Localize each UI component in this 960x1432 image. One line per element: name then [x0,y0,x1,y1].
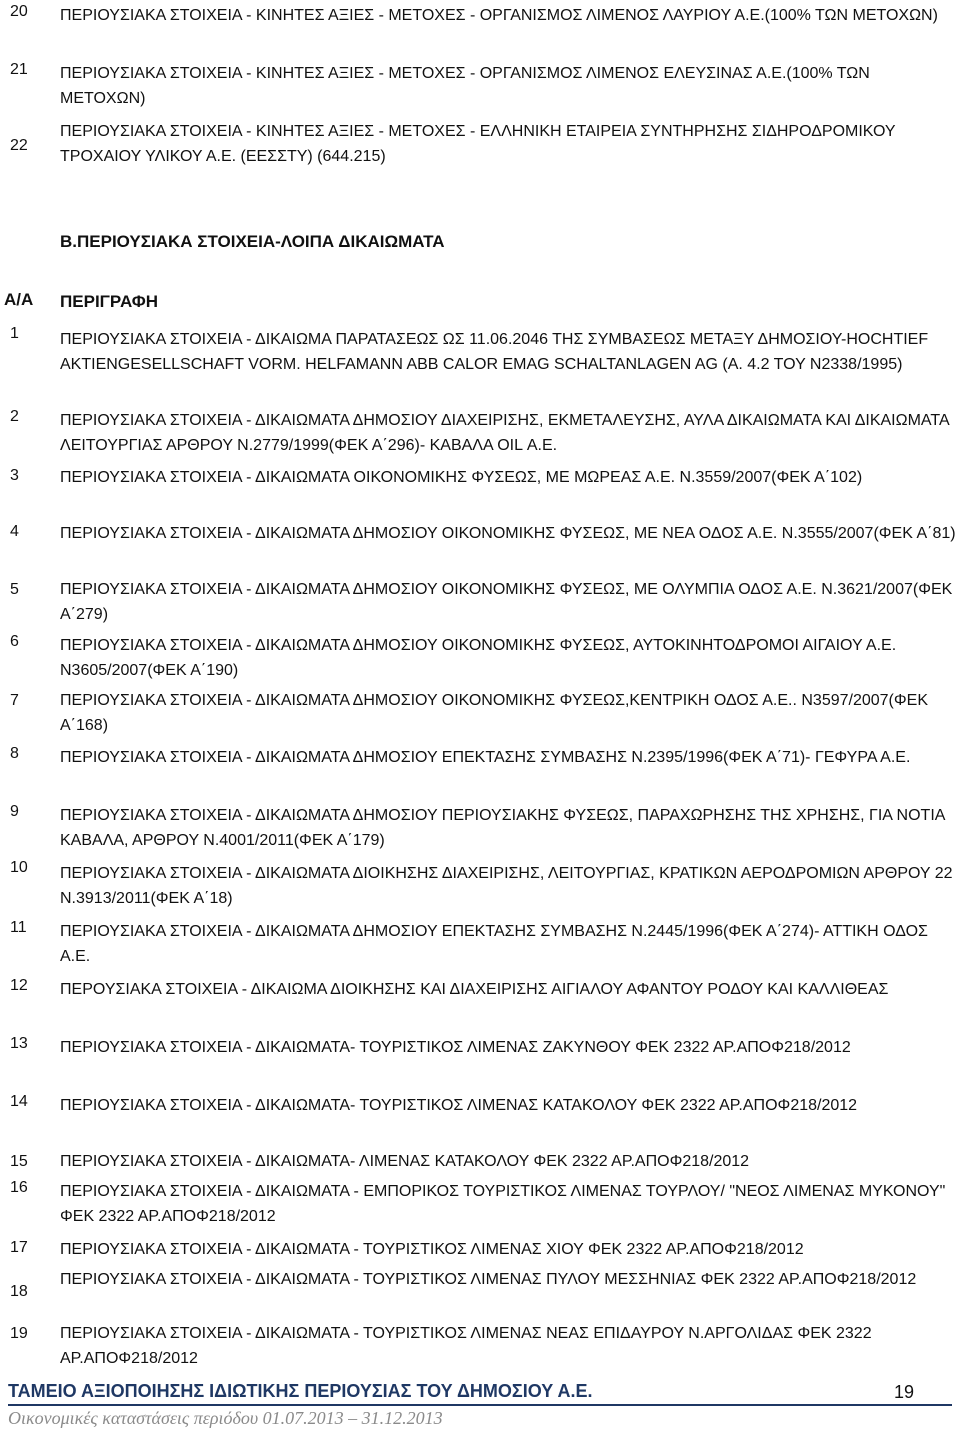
item-description: ΠΕΡΙΟΥΣΙΑΚΑ ΣΤΟΙΧΕΙΑ - ΚΙΝΗΤΕΣ ΑΞΙΕΣ - ΜΕΤΟΧΕΣ - ΟΡΓΑΝΙΣΜΟΣ ΛΙΜΕΝΟΣ ΛΑΥΡΙΟΥ Α.Ε.(100% ΤΩΝ ΜΕΤΟΧΩΝ) [60,7,938,24]
item-number: 10 [10,859,28,876]
column-header-description: ΠΕΡΙΓΡΑΦΗ [60,292,159,311]
item-number: 5 [10,581,19,598]
item-description: ΠΕΡΟΥΣΙΑΚΑ ΣΤΟΙΧΕΙΑ - ΔΙΚΑΙΩΜΑ ΔΙΟΙΚΗΣΗΣ ΚΑΙ ΔΙΑΧΕΙΡΙΣΗΣ ΑΙΓΙΑΛΟΥ ΑΦΑΝΤΟΥ ΡΟΔΟΥ ΚΑΙ ΚΑΛΛΙΘΕΑΣ [60,981,889,998]
footer-divider [8,1404,952,1406]
item-description: ΠΕΡΙΟΥΣΙΑΚΑ ΣΤΟΙΧΕΙΑ - ΔΙΚΑΙΩΜΑΤΑ ΔΗΜΟΣΙΟΥ ΟΙΚΟΝΟΜΙΚΗΣ ΦΥΣΕΩΣ, ΜΕ ΟΛΥΜΠΙΑ ΟΔΟΣ Α.Ε. Ν.3621/2007(ΦΕΚ Α΄279) [60,581,953,623]
item-number: 17 [10,1239,28,1256]
item-number: 6 [10,633,19,650]
item-number: 12 [10,977,28,994]
item-description: ΠΕΡΙΟΥΣΙΑΚΑ ΣΤΟΙΧΕΙΑ - ΔΙΚΑΙΩΜΑΤΑ ΔΗΜΟΣΙΟΥ ΔΙΑΧΕΙΡΙΣΗΣ, ΕΚΜΕΤΑΛΕΥΣΗΣ, ΑΥΛΑ ΔΙΚΑΙΩΜΑΤΑ ΚΑΙ ΔΙΚΑΙΩΜΑΤΑ ΛΕΙΤΟΥΡΓΙΑΣ ΑΡΘΡΟΥ Ν.2779/1999(ΦΕΚ Α΄296)- ΚΑΒΑΛΑ OIL Α.Ε. [60,412,949,454]
item-number: 7 [10,692,19,709]
footer-period: Οικονομικές καταστάσεις περιόδου 01.07.2013 – 31.12.2013 [8,1408,443,1428]
item-description: ΠΕΡΙΟΥΣΙΑΚΑ ΣΤΟΙΧΕΙΑ - ΔΙΚΑΙΩΜΑΤΑ- ΛΙΜΕΝΑΣ ΚΑΤΑΚΟΛΟΥ ΦΕΚ 2322 ΑΡ.ΑΠΟΦ218/2012 [60,1153,750,1170]
item-description: ΠΕΡΙΟΥΣΙΑΚΑ ΣΤΟΙΧΕΙΑ - ΔΙΚΑΙΩΜΑΤΑ- ΤΟΥΡΙΣΤΙΚΟΣ ΛΙΜΕΝΑΣ ΖΑΚΥΝΘΟΥ ΦΕΚ 2322 ΑΡ.ΑΠΟΦ218/2012 [60,1039,851,1056]
item-description: ΠΕΡΙΟΥΣΙΑΚΑ ΣΤΟΙΧΕΙΑ - ΔΙΚΑΙΩΜΑΤΑ - ΕΜΠΟΡΙΚΟΣ ΤΟΥΡΙΣΤΙΚΟΣ ΛΙΜΕΝΑΣ ΤΟΥΡΛΟΥ/ "ΝΕΟΣ ΛΙΜΕΝΑΣ ΜΥΚΟΝΟΥ" ΦΕΚ 2322 ΑΡ.ΑΠΟΦ218/2012 [60,1183,946,1225]
section-title: Β.ΠΕΡΙΟΥΣΙΑΚΑ ΣΤΟΙΧΕΙΑ-ΛΟΙΠΑ ΔΙΚΑΙΩΜΑΤΑ [60,232,445,251]
item-number: 1 [10,325,19,342]
item-description: ΠΕΡΙΟΥΣΙΑΚΑ ΣΤΟΙΧΕΙΑ - ΔΙΚΑΙΩΜΑΤΑ ΔΗΜΟΣΙΟΥ ΠΕΡΙΟΥΣΙΑΚΗΣ ΦΥΣΕΩΣ, ΠΑΡΑΧΩΡΗΣΗΣ ΤΗΣ ΧΡΗΣΗΣ, ΓΙΑ ΝΟΤΙΑ ΚΑΒΑΛΑ, ΑΡΘΡΟΥ Ν.4001/2011(ΦΕΚ Α΄179) [60,807,945,849]
item-description: ΠΕΡΙΟΥΣΙΑΚΑ ΣΤΟΙΧΕΙΑ - ΚΙΝΗΤΕΣ ΑΞΙΕΣ - ΜΕΤΟΧΕΣ - ΕΛΛΗΝΙΚΗ ΕΤΑΙΡΕΙΑ ΣΥΝΤΗΡΗΣΗΣ ΣΙΔΗΡΟΔΡΟΜΙΚΟΥ ΤΡΟΧΑΙΟΥ ΥΛΙΚΟΥ Α.Ε. (ΕΕΣΣΤΥ) (644.215) [60,123,896,165]
item-description: ΠΕΡΙΟΥΣΙΑΚΑ ΣΤΟΙΧΕΙΑ - ΔΙΚΑΙΩΜΑΤΑ ΔΗΜΟΣΙΟΥ ΕΠΕΚΤΑΣΗΣ ΣΥΜΒΑΣΗΣ Ν.2445/1996(ΦΕΚ Α΄274)- ΑΤΤΙΚΗ ΟΔΟΣ Α.Ε. [60,923,928,965]
item-description: ΠΕΡΙΟΥΣΙΑΚΑ ΣΤΟΙΧΕΙΑ - ΔΙΚΑΙΩΜΑΤΑ- ΤΟΥΡΙΣΤΙΚΟΣ ΛΙΜΕΝΑΣ ΚΑΤΑΚΟΛΟΥ ΦΕΚ 2322 ΑΡ.ΑΠΟΦ218/2012 [60,1097,858,1114]
item-number: 14 [10,1093,28,1110]
item-number: 2 [10,408,19,425]
item-description: ΠΕΡΙΟΥΣΙΑΚΑ ΣΤΟΙΧΕΙΑ - ΚΙΝΗΤΕΣ ΑΞΙΕΣ - ΜΕΤΟΧΕΣ - ΟΡΓΑΝΙΣΜΟΣ ΛΙΜΕΝΟΣ ΕΛΕΥΣΙΝΑΣ Α.Ε.(100% ΤΩΝ ΜΕΤΟΧΩΝ) [60,65,870,107]
item-number: 13 [10,1035,28,1052]
item-number: 4 [10,523,19,540]
item-number: 22 [10,137,28,154]
item-description: ΠΕΡΙΟΥΣΙΑΚΑ ΣΤΟΙΧΕΙΑ - ΔΙΚΑΙΩΜΑΤΑ - ΤΟΥΡΙΣΤΙΚΟΣ ΛΙΜΕΝΑΣ ΧΙΟΥ ΦΕΚ 2322 ΑΡ.ΑΠΟΦ218/2012 [60,1241,804,1258]
item-number: 15 [10,1153,28,1170]
item-number: 18 [10,1283,28,1300]
item-number: 8 [10,745,19,762]
item-description: ΠΕΡΙΟΥΣΙΑΚΑ ΣΤΟΙΧΕΙΑ - ΔΙΚΑΙΩΜΑΤΑ - ΤΟΥΡΙΣΤΙΚΟΣ ΛΙΜΕΝΑΣ ΝΕΑΣ ΕΠΙΔΑΥΡΟΥ Ν.ΑΡΓΟΛΙΔΑΣ ΦΕΚ 2322 ΑΡ.ΑΠΟΦ218/2012 [60,1325,872,1367]
item-number: 16 [10,1179,28,1196]
page-number: 19 [894,1382,915,1402]
item-description: ΠΕΡΙΟΥΣΙΑΚΑ ΣΤΟΙΧΕΙΑ - ΔΙΚΑΙΩΜΑΤΑ ΟΙΚΟΝΟΜΙΚΗΣ ΦΥΣΕΩΣ, ΜΕ ΜΩΡΕΑΣ Α.Ε. Ν.3559/2007(ΦΕΚ Α΄102) [60,469,863,486]
item-number: 11 [10,919,27,936]
item-description: ΠΕΡΙΟΥΣΙΑΚΑ ΣΤΟΙΧΕΙΑ - ΔΙΚΑΙΩΜΑΤΑ ΔΗΜΟΣΙΟΥ ΟΙΚΟΝΟΜΙΚΗΣ ΦΥΣΕΩΣ,ΚΕΝΤΡΙΚΗ ΟΔΟΣ Α.Ε.. Ν3597/2007(ΦΕΚ Α΄168) [60,692,928,734]
item-number: 21 [10,61,28,78]
item-number: 9 [10,803,19,820]
item-description: ΠΕΡΙΟΥΣΙΑΚΑ ΣΤΟΙΧΕΙΑ - ΔΙΚΑΙΩΜΑΤΑ ΔΗΜΟΣΙΟΥ ΕΠΕΚΤΑΣΗΣ ΣΥΜΒΑΣΗΣ Ν.2395/1996(ΦΕΚ Α΄71)- ΓΕΦΥΡΑ Α.Ε. [60,749,911,766]
item-number: 19 [10,1325,28,1342]
item-description: ΠΕΡΙΟΥΣΙΑΚΑ ΣΤΟΙΧΕΙΑ - ΔΙΚΑΙΩΜΑΤΑ ΔΗΜΟΣΙΟΥ ΟΙΚΟΝΟΜΙΚΗΣ ΦΥΣΕΩΣ, ΑΥΤΟΚΙΝΗΤΟΔΡΟΜΟΙ ΑΙΓΑΙΟΥ Α.Ε. Ν3605/2007(ΦΕΚ Α΄190) [60,637,897,679]
footer-organization: ΤΑΜΕΙΟ ΑΞΙΟΠΟΙΗΣΗΣ ΙΔΙΩΤΙΚΗΣ ΠΕΡΙΟΥΣΙΑΣ ΤΟΥ ΔΗΜΟΣΙΟΥ Α.Ε. [8,1381,593,1401]
item-number: 3 [10,467,19,484]
item-description: ΠΕΡΙΟΥΣΙΑΚΑ ΣΤΟΙΧΕΙΑ - ΔΙΚΑΙΩΜΑΤΑ - ΤΟΥΡΙΣΤΙΚΟΣ ΛΙΜΕΝΑΣ ΠΥΛΟΥ ΜΕΣΣΗΝΙΑΣ ΦΕΚ 2322 ΑΡ.ΑΠΟΦ218/2012 [60,1271,917,1288]
item-description: ΠΕΡΙΟΥΣΙΑΚΑ ΣΤΟΙΧΕΙΑ - ΔΙΚΑΙΩΜΑΤΑ ΔΗΜΟΣΙΟΥ ΟΙΚΟΝΟΜΙΚΗΣ ΦΥΣΕΩΣ, ΜΕ ΝΕΑ ΟΔΟΣ Α.Ε. Ν.3555/2007(ΦΕΚ Α΄81) [60,525,956,542]
item-number: 20 [10,3,28,20]
column-header-number: Α/Α [4,290,34,309]
item-description: ΠΕΡΙΟΥΣΙΑΚΑ ΣΤΟΙΧΕΙΑ - ΔΙΚΑΙΩΜΑ ΠΑΡΑΤΑΣΕΩΣ ΩΣ 11.06.2046 ΤΗΣ ΣΥΜΒΑΣΕΩΣ ΜΕΤΑΞΥ ΔΗΜΟΣΙΟΥ-HOCHTIEF AKTIENGESELLSCHAFT VORM. HELFAMANN ABB CALOR EMAG SCHALTANLAGEN AG (Α. 4.2 ΤΟΥ Ν2338/1995) [60,331,929,373]
item-description: ΠΕΡΙΟΥΣΙΑΚΑ ΣΤΟΙΧΕΙΑ - ΔΙΚΑΙΩΜΑΤΑ ΔΙΟΙΚΗΣΗΣ ΔΙΑΧΕΙΡΙΣΗΣ, ΛΕΙΤΟΥΡΓΙΑΣ, ΚΡΑΤΙΚΩΝ ΑΕΡΟΔΡΟΜΙΩΝ ΑΡΘΡΟΥ 22 Ν.3913/2011(ΦΕΚ Α΄18) [60,865,953,907]
